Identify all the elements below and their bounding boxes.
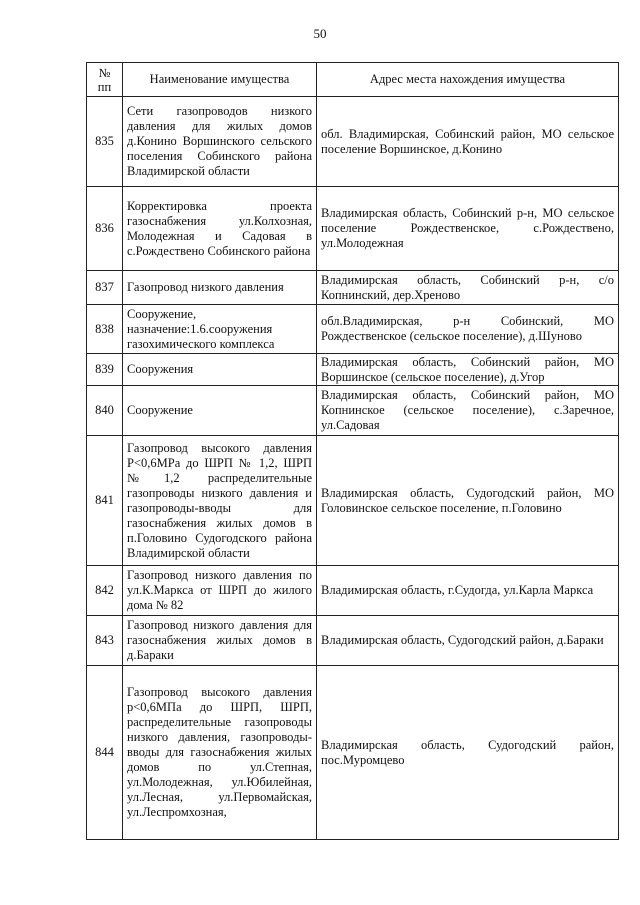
table-row	[87, 271, 619, 305]
table-row	[87, 386, 619, 436]
property-name: Сооружения	[123, 354, 317, 386]
property-name: Сооружение, назначение:1.6.сооружения газохимического комплекса	[123, 305, 317, 354]
row-number: 837	[87, 271, 123, 305]
property-address: Владимирская область, Судогодский район, д.Бараки	[317, 616, 619, 666]
row-number: 841	[87, 436, 123, 566]
row-number: 843	[87, 616, 123, 666]
table-header-row	[87, 63, 619, 97]
table-row	[87, 436, 619, 566]
property-address: Владимирская область, Судогодский район, пос.Муромцево	[317, 666, 619, 840]
property-name: Корректировка проекта газоснабжения ул.Колхозная, Молодежная и Садовая в с.Рождествено Собинского района	[123, 187, 317, 271]
page-number: 50	[313, 26, 327, 41]
row-number: 836	[87, 187, 123, 271]
property-name: Газопровод высокого давления р<0,6МПа до ШРП, ШРП, распределительные газопроводы низкого давления, газопроводы-вводы для газоснабжения жилых домов по ул.Степная, ул.Молодежная, ул.Юбилейная, ул.Лесная, ул.Первомайская, ул.Леспромхозная,	[123, 666, 317, 840]
column-header-num: № пп	[87, 63, 123, 97]
property-address: Владимирская область, Собинский район, МО Воршинское (сельское поселение), д.Угор	[317, 354, 619, 386]
property-table	[86, 62, 619, 840]
property-name: Газопровод высокого давления Р<0,6МРа до ШРП № 1,2, ШРП №1,2 распределительные газопроводы низкого давления и газопроводы-вводы для газоснабжения жилых домов в п.Головино Судогодского района Владимирской области	[123, 436, 317, 566]
table-row	[87, 187, 619, 271]
property-name: Газопровод низкого давления по ул.К.Маркса от ШРП до жилого дома № 82	[123, 566, 317, 616]
table-row	[87, 97, 619, 187]
property-address: Владимирская область, Судогодский район, МО Головинское сельское поселение, п.Головино	[317, 436, 619, 566]
table-row	[87, 666, 619, 840]
property-name: Сооружение	[123, 386, 317, 436]
property-address: Владимирская область, Собинский р-н, МО сельское поселение Рождественское, с.Рождествено, ул.Молодежная	[317, 187, 619, 271]
table-row	[87, 305, 619, 354]
property-name: Газопровод низкого давления	[123, 271, 317, 305]
row-number: 839	[87, 354, 123, 386]
property-address: Владимирская область, г.Судогда, ул.Карла Маркса	[317, 566, 619, 616]
property-name: Газопровод низкого давления для газоснабжения жилых домов в д.Бараки	[123, 616, 317, 666]
property-address: обл.Владимирская, р-н Собинский, МО Рождественское (сельское поселение), д.Шуново	[317, 305, 619, 354]
row-number: 835	[87, 97, 123, 187]
table-row	[87, 354, 619, 386]
property-address: обл. Владимирская, Собинский район, МО сельское поселение Воршинское, д.Конино	[317, 97, 619, 187]
row-number: 838	[87, 305, 123, 354]
property-name: Сети газопроводов низкого давления для жилых домов д.Конино Воршинского сельского поселения Собинского района Владимирской области	[123, 97, 317, 187]
row-number: 842	[87, 566, 123, 616]
row-number: 840	[87, 386, 123, 436]
property-address: Владимирская область, Собинский р-н, с/о Копнинский, дер.Хреново	[317, 271, 619, 305]
column-header-address: Адрес места нахождения имущества	[317, 63, 619, 97]
row-number: 844	[87, 666, 123, 840]
property-address: Владимирская область, Собинский район, МО Копнинское (сельское поселение), с.Заречное, ул.Садовая	[317, 386, 619, 436]
table-row	[87, 566, 619, 616]
column-header-name: Наименование имущества	[123, 63, 317, 97]
table-row	[87, 616, 619, 666]
